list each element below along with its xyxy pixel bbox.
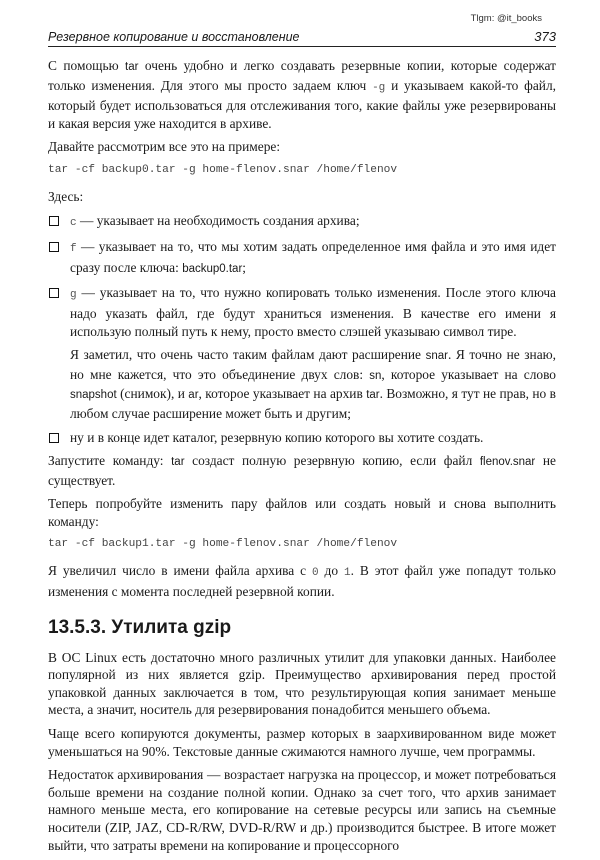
list-item: g — указывает на то, что нужно копировать только изменения. После этого ключа надо указать файл, где будут храниться изменения. В качестве его имени я использую полный путь к нему, просто вместо слэшей указываю символ тире.: [48, 284, 556, 340]
code-line-backup1: tar -cf backup1.tar -g home-flenov.snar /home/flenov: [48, 538, 398, 551]
running-header: [48, 28, 556, 47]
list-item: ну и в конце идет каталог, резервную копию которого вы хотите создать.: [48, 429, 556, 447]
paragraph-snar-note: Я заметил, что очень часто таким файлам дают расширение snar. Я точно не знаю, но мне кажется, что это объединение двух слов: sn, которое указывает на слово snapshot (снимок), и ar, которое указывает на архив tar. Возможно, я тут не прав, но в любом случае расширение может быть и другим;: [70, 347, 557, 421]
paragraph-here: Здесь:: [48, 188, 84, 204]
list-item: c — указывает на необходимость создания архива;: [48, 212, 556, 233]
paragraph-intro: С помощью tar очень удобно и легко создавать резервные копии, которые содержат только изменения. Для этого мы просто задаем ключ -g и указываем какой-то файл, который будет использоваться для отслеживания того, какие файлы уже резервированы и какая версия уже находится в архиве.: [48, 58, 556, 131]
page-number: 373: [534, 29, 556, 44]
section-heading: 13.5.3. Утилита gzip: [48, 616, 232, 638]
checkbox-bullet-icon: [49, 216, 59, 226]
page-body: [48, 57, 556, 860]
paragraph-try-again: Теперь попробуйте изменить пару файлов или создать новый и снова выполнить команду:: [48, 496, 556, 529]
checkbox-bullet-icon: [49, 242, 59, 252]
checkbox-bullet-icon: [49, 433, 59, 443]
list-item: f — указывает на то, что мы хотим задать определенное имя файла и это имя идет сразу после ключа: backup0.tar;: [48, 238, 556, 278]
header-title: Резервное копирование и восстановление: [48, 30, 300, 44]
option-list-tail: [48, 429, 556, 447]
paragraph-run-command: Запустите команду: tar создаст полную резервную копию, если файл flenov.snar не существует.: [48, 453, 556, 488]
paragraph-drawbacks: Недостаток архивирования — возрастает нагрузка на процессор, и может потребоваться больше времени на создание полной копии. Однако за счет того, что архив занимает намного меньше места, его копирование на сетевые ресурсы или запись на съемные носители (ZIP, JAZ, CD-R/RW, DVD-R/RW и др.) производится быстрее. В итоге может выйти, что затраты времени на копирование и процессорного: [48, 767, 556, 853]
paragraph-example-lead: Давайте рассмотрим все это на примере:: [48, 139, 281, 155]
option-list: [48, 212, 556, 341]
paragraph-gzip-intro: В ОС Linux есть достаточно много различных утилит для упаковки данных. Наиболее популярной из них является gzip. Преимущество архивирования перед простой упаковкой данных заключается в том, что результирующая копия занимает меньше места, а значит, носитель для резервирования понадобится меньшего объема.: [48, 649, 556, 718]
code-line-backup0: tar -cf backup0.tar -g home-flenov.snar /home/flenov: [48, 163, 398, 176]
paragraph-increment: Я увеличил число в имени файла архива с 0 до 1. В этот файл уже попадут только изменения с момента последней резервной копии.: [48, 563, 556, 600]
paragraph-documents: Чаще всего копируются документы, размер которых в заархивированном виде может уменьшаться на 90%. Текстовые данные сжимаются намного лучше, чем программы.: [48, 726, 556, 759]
watermark-text: Tlgm: @it_books: [470, 13, 542, 24]
checkbox-bullet-icon: [49, 288, 59, 298]
